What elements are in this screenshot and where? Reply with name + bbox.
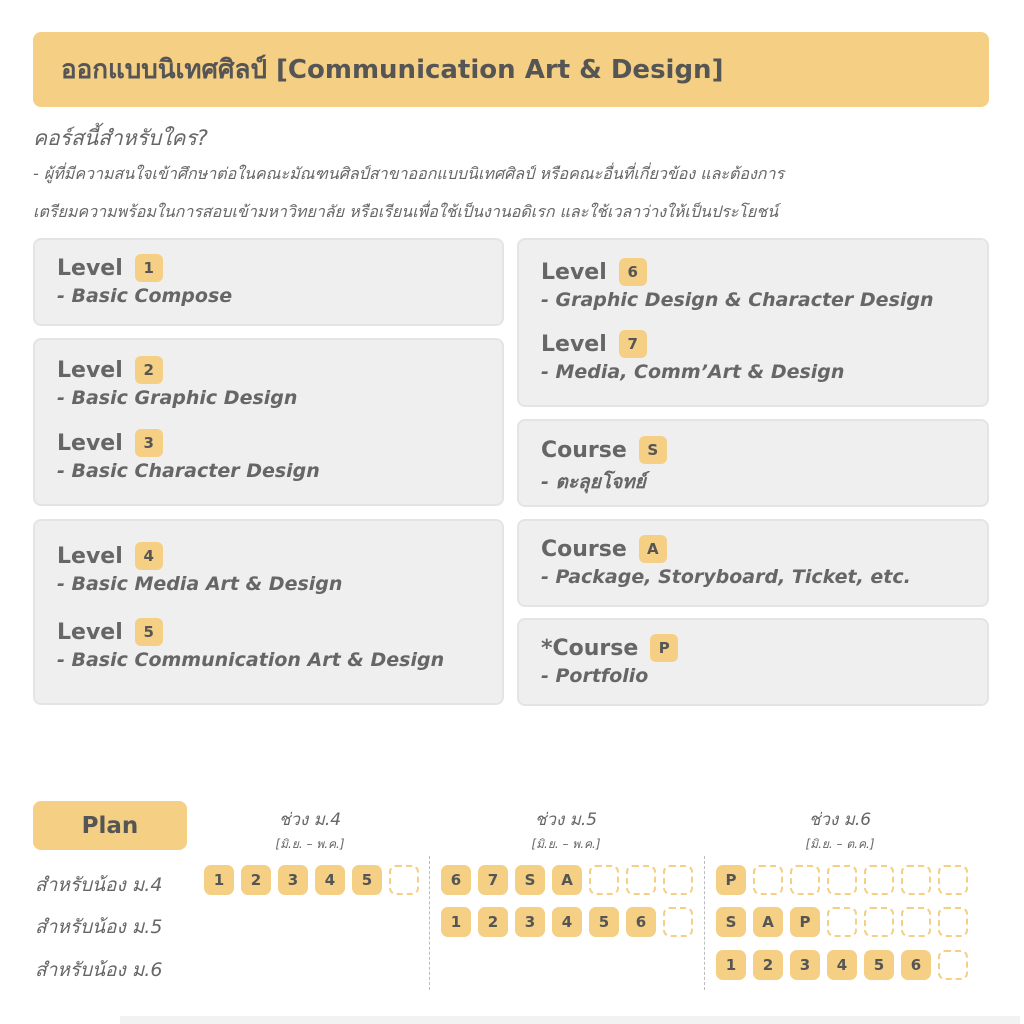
course-box-s <box>517 419 989 507</box>
page-title: ออกแบบนิเทศศิลป์ [Communication Art & Design] <box>61 55 724 85</box>
period-m5 <box>466 806 666 854</box>
plan-row-label-m5: สำหรับน้อง ม.5 <box>35 916 163 938</box>
course-box-p <box>517 618 989 706</box>
course-item-level-4 <box>57 541 342 595</box>
level-badge: 5 <box>135 618 163 646</box>
item-label: Level <box>57 619 123 645</box>
plan-slot: 1 <box>204 865 234 895</box>
plan-slot: 6 <box>441 865 471 895</box>
course-item-a <box>541 534 911 588</box>
plan-slot: P <box>790 907 820 937</box>
item-description: - Basic Character Design <box>57 460 320 482</box>
plan-title: Plan <box>33 801 187 850</box>
empty-plan-slot <box>827 865 857 895</box>
plan-slot: 1 <box>716 950 746 980</box>
plan-slot: 3 <box>515 907 545 937</box>
item-label: Level <box>541 259 607 285</box>
plan-slot: 2 <box>241 865 271 895</box>
course-item-level-7 <box>541 329 844 383</box>
empty-plan-slot <box>901 865 931 895</box>
intro-line-2: เตรียมความพร้อมในการสอบเข้ามหาวิทยาลัย หรือเรียนเพื่อใช้เป็นงานอดิเรก และใช้เวลาว่างให้เป็นประโยชน์ <box>33 202 779 221</box>
empty-plan-slot <box>626 865 656 895</box>
period-range: [มิ.ย. – ต.ค.] <box>805 837 875 851</box>
period-range: [มิ.ย. – พ.ค.] <box>275 837 345 851</box>
plan-row-label-m4: สำหรับน้อง ม.4 <box>35 874 163 896</box>
period-divider <box>704 856 705 990</box>
empty-plan-slot <box>938 907 968 937</box>
empty-plan-slot <box>753 865 783 895</box>
item-label: *Course <box>541 635 639 661</box>
plan-slot: 7 <box>478 865 508 895</box>
item-description: - Media, Comm’Art & Design <box>541 361 845 383</box>
item-label: Course <box>541 536 627 562</box>
item-description: - Package, Storyboard, Ticket, etc. <box>541 566 911 588</box>
plan-slot: 4 <box>552 907 582 937</box>
empty-plan-slot <box>663 865 693 895</box>
period-name: ช่วง ม.4 <box>278 810 342 830</box>
period-m4 <box>210 806 410 854</box>
level-badge: 4 <box>135 542 163 570</box>
course-box-a <box>517 519 989 607</box>
empty-plan-slot <box>663 907 693 937</box>
item-label: Level <box>57 430 123 456</box>
course-item-level-6 <box>541 257 934 311</box>
plan-slot: 3 <box>278 865 308 895</box>
plan-slot: 6 <box>901 950 931 980</box>
empty-plan-slot <box>790 865 820 895</box>
item-description: - ตะลุยโจทย์ <box>541 471 646 493</box>
slot-row-m4-p1 <box>204 865 419 895</box>
plan-slot: 6 <box>626 907 656 937</box>
item-label: Level <box>57 357 123 383</box>
item-description: - Portfolio <box>541 665 649 687</box>
item-description: - Basic Graphic Design <box>57 387 298 409</box>
course-badge: A <box>639 535 667 563</box>
level-badge: 1 <box>135 254 163 282</box>
slot-row-m6-p3 <box>716 950 968 980</box>
item-description: - Basic Media Art & Design <box>57 573 343 595</box>
slot-row-m5-p3 <box>716 907 968 937</box>
item-description: - Basic Compose <box>57 285 233 307</box>
slot-row-m4-p3 <box>716 865 968 895</box>
empty-plan-slot <box>864 865 894 895</box>
plan-slot: S <box>515 865 545 895</box>
intro-line-1: - ผู้ที่มีความสนใจเข้าศึกษาต่อในคณะมัณฑนศิลป์สาขาออกแบบนิเทศศิลป์ หรือคณะอื่นที่เกี่ยวข้อง และต้องการ <box>33 164 785 183</box>
empty-plan-slot <box>864 907 894 937</box>
plan-slot: 4 <box>315 865 345 895</box>
plan-slot: 4 <box>827 950 857 980</box>
course-box-level-4-5 <box>33 519 504 705</box>
item-label: Level <box>541 331 607 357</box>
period-range: [มิ.ย. – พ.ค.] <box>531 837 601 851</box>
plan-slot: 2 <box>753 950 783 980</box>
empty-plan-slot <box>938 865 968 895</box>
item-label: Course <box>541 437 627 463</box>
page-header <box>33 32 989 107</box>
course-box-level-6-7 <box>517 238 989 407</box>
plan-slot: 3 <box>790 950 820 980</box>
period-name: ช่วง ม.5 <box>534 810 598 830</box>
level-badge: 2 <box>135 356 163 384</box>
intro-question: คอร์สนี้สำหรับใคร? <box>33 126 208 150</box>
course-item-level-1 <box>57 253 232 307</box>
course-badge: P <box>650 634 678 662</box>
level-badge: 7 <box>619 330 647 358</box>
plan-slot: A <box>753 907 783 937</box>
plan-slot: 5 <box>864 950 894 980</box>
level-badge: 6 <box>619 258 647 286</box>
period-divider <box>429 856 430 990</box>
plan-slot: 5 <box>589 907 619 937</box>
course-item-level-3 <box>57 428 320 482</box>
item-description: - Basic Communication Art & Design <box>57 649 445 671</box>
course-item-level-2 <box>57 355 297 409</box>
plan-slot: 1 <box>441 907 471 937</box>
empty-plan-slot <box>389 865 419 895</box>
course-item-level-5 <box>57 617 444 671</box>
level-badge: 3 <box>135 429 163 457</box>
course-item-p <box>541 633 678 687</box>
course-box-level-1 <box>33 238 504 326</box>
empty-plan-slot <box>938 950 968 980</box>
item-label: Level <box>57 255 123 281</box>
empty-plan-slot <box>589 865 619 895</box>
item-label: Level <box>57 543 123 569</box>
course-box-level-2-3 <box>33 338 504 506</box>
plan-slot: S <box>716 907 746 937</box>
empty-plan-slot <box>901 907 931 937</box>
slot-row-m5-p2 <box>441 907 693 937</box>
slot-row-m4-p2 <box>441 865 693 895</box>
period-m6 <box>740 806 940 854</box>
item-description: - Graphic Design & Character Design <box>541 289 934 311</box>
plan-slot: 2 <box>478 907 508 937</box>
course-badge: S <box>639 436 667 464</box>
course-item-s <box>541 435 667 497</box>
plan-row-label-m6: สำหรับน้อง ม.6 <box>35 959 163 981</box>
plan-slot: 5 <box>352 865 382 895</box>
empty-plan-slot <box>827 907 857 937</box>
footer-strip <box>120 1016 1020 1024</box>
period-name: ช่วง ม.6 <box>808 810 872 830</box>
plan-slot: A <box>552 865 582 895</box>
plan-slot: P <box>716 865 746 895</box>
